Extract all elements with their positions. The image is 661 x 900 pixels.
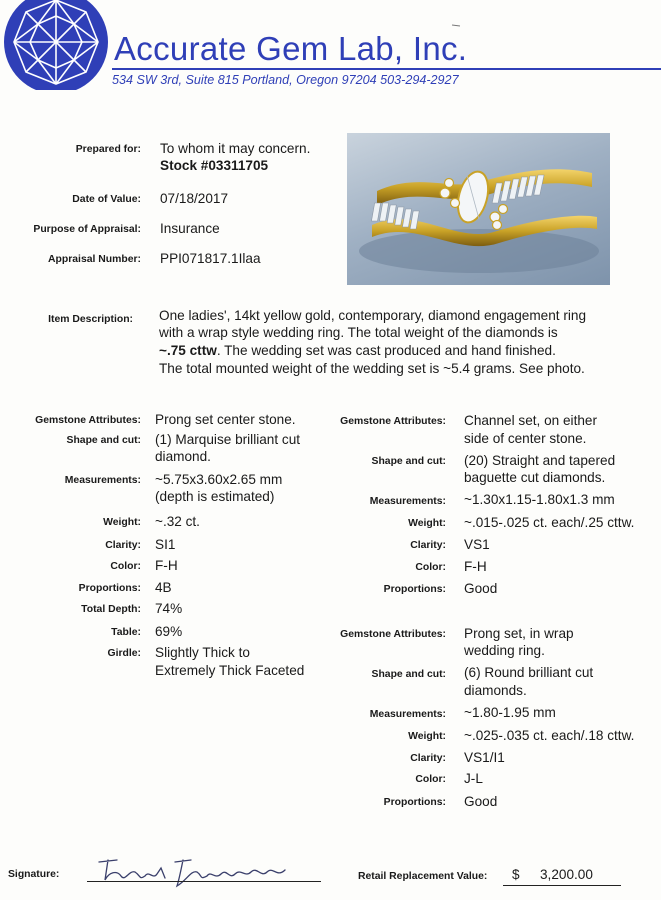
baguette-measurements: ~1.30x1.15-1.80x1.3 mm — [464, 492, 615, 507]
center-gemstone-attributes: Prong set center stone. — [155, 412, 296, 427]
date-of-value: 07/18/2017 — [160, 191, 229, 206]
round-clarity: VS1/I1 — [464, 750, 505, 765]
ring-photo — [347, 133, 610, 285]
total-weight: ~.75 cttw — [159, 343, 217, 358]
signature-label: Signature: — [8, 869, 60, 880]
baguette-attributes-line-1: Channel set, on either — [464, 413, 598, 428]
center-measurements-label: Measurements: — [64, 475, 141, 486]
retail-value-line — [503, 885, 621, 886]
company-address: 534 SW 3rd, Suite 815 Portland, Oregon 97204 503-294-2927 — [112, 73, 459, 87]
baguette-clarity: VS1 — [464, 537, 490, 552]
round-gemstone-attributes-label: Gemstone Attributes: — [340, 629, 446, 640]
appraisal-number: PPI071817.1Ilaa — [160, 251, 261, 266]
description-line-1: One ladies', 14kt yellow gold, contemporary, diamond engagement ring — [159, 308, 587, 323]
baguette-proportions-label: Proportions: — [383, 584, 446, 595]
stock-number: Stock #03311705 — [160, 158, 269, 173]
baguette-proportions: Good — [464, 581, 498, 596]
retail-value-label: Retail Replacement Value: — [358, 871, 488, 882]
center-table: 69% — [155, 624, 183, 639]
baguette-weight: ~.015-.025 ct. each/.25 cttw. — [464, 515, 635, 530]
round-proportions-label: Proportions: — [383, 797, 446, 808]
center-color: F-H — [155, 558, 178, 573]
round-measurements-label: Measurements: — [369, 709, 446, 720]
retail-value: 3,200.00 — [540, 867, 593, 882]
center-girdle-label: Girdle: — [107, 648, 141, 659]
diamond-logo-icon — [0, 0, 112, 90]
round-attributes-line-2: wedding ring. — [464, 643, 545, 658]
center-measurements-line-1: ~5.75x3.60x2.65 mm — [155, 472, 283, 487]
appraisal-number-label: Appraisal Number: — [48, 254, 141, 265]
description-line-3 — [159, 343, 556, 360]
baguette-clarity-label: Clarity: — [410, 540, 446, 551]
prepared-for-label: Prepared for: — [75, 144, 141, 155]
round-color: J-L — [464, 771, 483, 786]
description-line-3-rest: . The wedding set was cast produced and hand finished. — [216, 343, 556, 358]
center-gemstone-attributes-label: Gemstone Attributes: — [35, 415, 141, 426]
center-total-depth-label: Total Depth: — [81, 604, 141, 615]
round-attributes-line-1: Prong set, in wrap — [464, 626, 574, 641]
description-line-2: with a wrap style wedding ring. The total weight of the diamonds is — [159, 325, 558, 340]
baguette-weight-label: Weight: — [408, 518, 446, 529]
center-clarity-label: Clarity: — [105, 540, 141, 551]
round-shape-line-1: (6) Round brilliant cut — [464, 665, 594, 680]
center-shape-line-1: (1) Marquise brilliant cut — [155, 432, 301, 447]
baguette-shape-line-1: (20) Straight and tapered — [464, 453, 616, 468]
center-total-depth: 74% — [155, 601, 183, 616]
stray-mark — [452, 24, 460, 26]
purpose-label: Purpose of Appraisal: — [33, 224, 141, 235]
round-shape-line-2: diamonds. — [464, 683, 527, 698]
item-description-label: Item Description: — [48, 314, 133, 325]
date-of-value-label: Date of Value: — [72, 194, 141, 205]
round-weight-label: Weight: — [408, 731, 446, 742]
description-line-4: The total mounted weight of the wedding set is ~5.4 grams. See photo. — [159, 361, 585, 376]
center-proportions-label: Proportions: — [78, 583, 141, 594]
baguette-shape-label: Shape and cut: — [371, 456, 446, 467]
signature-text: Tracey V. Teagman DGS — [95, 850, 106, 851]
purpose-value: Insurance — [160, 221, 220, 236]
baguette-gemstone-attributes-label: Gemstone Attributes: — [340, 416, 446, 427]
center-shape-label: Shape and cut: — [66, 435, 141, 446]
handwritten-signature — [95, 850, 295, 890]
round-shape-label: Shape and cut: — [371, 669, 446, 680]
center-measurements-line-2: (depth is estimated) — [155, 489, 275, 504]
baguette-shape-line-2: baguette cut diamonds. — [464, 470, 606, 485]
currency-symbol: $ — [512, 867, 520, 882]
center-weight-label: Weight: — [103, 517, 141, 528]
baguette-measurements-label: Measurements: — [369, 496, 446, 507]
round-weight: ~.025-.035 ct. each/.18 cttw. — [464, 728, 635, 743]
center-table-label: Table: — [111, 627, 141, 638]
round-measurements: ~1.80-1.95 mm — [464, 705, 556, 720]
round-clarity-label: Clarity: — [410, 753, 446, 764]
center-girdle-line-2: Extremely Thick Faceted — [155, 663, 305, 678]
baguette-color: F-H — [464, 559, 487, 574]
center-weight: ~.32 ct. — [155, 514, 200, 529]
center-proportions: 4B — [155, 580, 172, 595]
center-clarity: SI1 — [155, 537, 176, 552]
header-divider — [112, 68, 661, 70]
baguette-attributes-line-2: side of center stone. — [464, 431, 587, 446]
company-name: Accurate Gem Lab, Inc. — [114, 30, 468, 67]
baguette-color-label: Color: — [415, 562, 446, 573]
round-proportions: Good — [464, 794, 498, 809]
signature-line — [87, 881, 321, 882]
center-girdle-line-1: Slightly Thick to — [155, 645, 250, 660]
center-shape-line-2: diamond. — [155, 449, 211, 464]
center-color-label: Color: — [110, 561, 141, 572]
round-color-label: Color: — [415, 774, 446, 785]
prepared-for-value: To whom it may concern. — [160, 141, 311, 156]
